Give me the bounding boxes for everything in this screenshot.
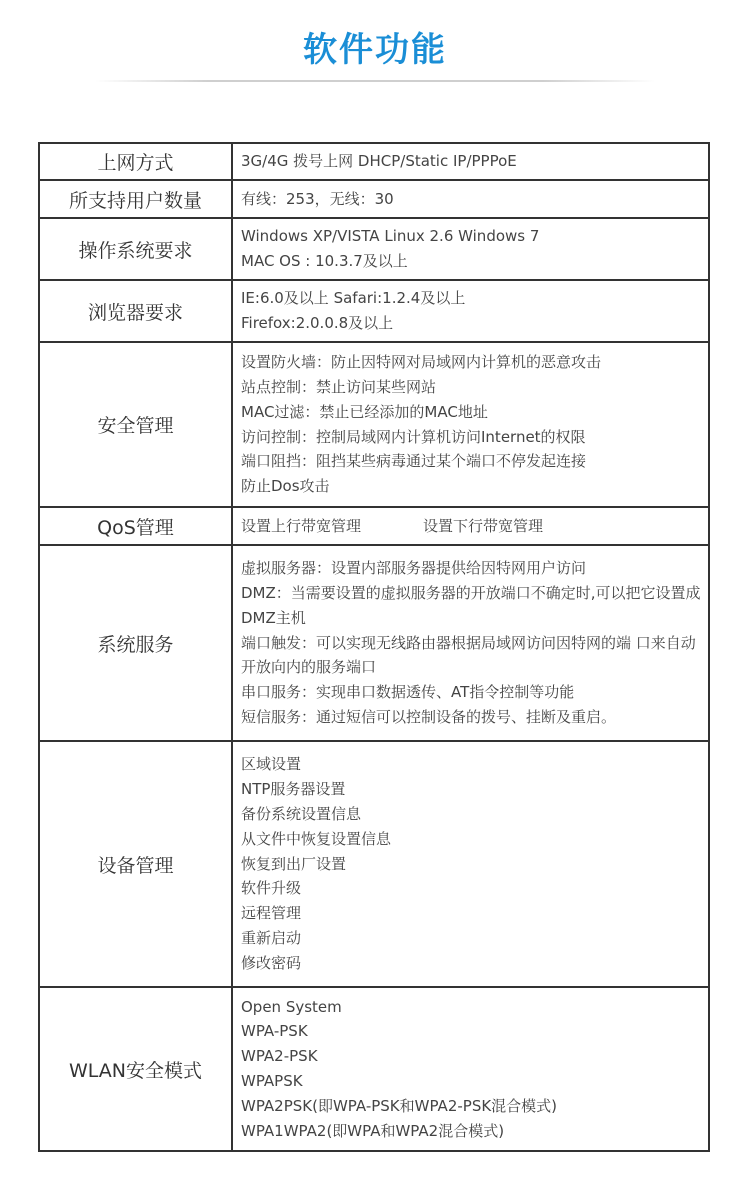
- value-line: MAC OS : 10.3.7及以上: [241, 252, 408, 270]
- row-label: 安全管理: [39, 342, 232, 507]
- row-value: [232, 545, 709, 741]
- value-line: 3G/4G 拨号上网 DHCP/Static IP/PPPoE: [241, 152, 517, 171]
- value-line: 远程管理: [241, 904, 302, 923]
- value-line: 端口触发：可以实现无线路由器根据局域网访问因特网的端 口来自动开放向内的服务端口: [241, 633, 696, 677]
- table-row: [39, 507, 709, 545]
- value-line: 访问控制：控制局域网内计算机访问Internet的权限: [241, 427, 586, 446]
- spec-table: [38, 142, 710, 1152]
- table-row: [39, 280, 709, 342]
- value-line: Firefox:2.0.0.8及以上: [241, 314, 394, 332]
- value-line: 软件升级: [241, 879, 302, 898]
- value-line: 虚拟服务器：设置内部服务器提供给因特网用户访问: [241, 559, 587, 578]
- value-line: MAC过滤：禁止已经添加的MAC地址: [241, 402, 488, 421]
- row-label: WLAN安全模式: [39, 987, 232, 1151]
- row-label: 设备管理: [39, 741, 232, 987]
- value-line: IE:6.0及以上 Safari:1.2.4及以上: [241, 289, 466, 308]
- page-title: 软件功能: [303, 30, 447, 70]
- value-line: Open System: [241, 997, 342, 1016]
- value-line: WPAPSK: [241, 1072, 303, 1090]
- value-line: 站点控制：禁止访问某些网站: [241, 377, 437, 396]
- row-value: [232, 741, 709, 987]
- title-divider: [95, 80, 655, 82]
- value-line: 串口服务：实现串口数据透传、AT指令控制等功能: [241, 683, 575, 702]
- row-value: [232, 987, 709, 1151]
- table-row: [39, 987, 709, 1151]
- row-label: QoS管理: [39, 507, 232, 545]
- value-line: WPA2PSK(即WPA-PSK和WPA2-PSK混合模式): [241, 1096, 558, 1115]
- qos-item-upload: 设置上行带宽管理: [241, 516, 362, 535]
- value-line: DMZ：当需要设置的虚拟服务器的开放端口不确定时,可以把它设置成DMZ主机: [241, 584, 701, 627]
- value-line: 设置防火墙：防止因特网对局域网内计算机的恶意攻击: [241, 353, 602, 372]
- value-line: 恢复到出厂设置: [241, 854, 347, 873]
- row-label: 操作系统要求: [39, 218, 232, 280]
- row-value: [232, 218, 709, 280]
- qos-item-download: 设置下行带宽管理: [423, 516, 544, 535]
- table-row: [39, 143, 709, 180]
- value-line: NTP服务器设置: [241, 780, 346, 799]
- row-label: 浏览器要求: [39, 280, 232, 342]
- row-label: 系统服务: [39, 545, 232, 741]
- table-row: [39, 342, 709, 507]
- table-row: [39, 180, 709, 218]
- value-line: 重新启动: [241, 928, 302, 947]
- value-line: 修改密码: [241, 953, 302, 972]
- row-label: 上网方式: [39, 143, 232, 180]
- value-line: 区域设置: [241, 755, 302, 774]
- value-line: Windows XP/VISTA Linux 2.6 Windows 7: [241, 227, 540, 246]
- value-line: WPA-PSK: [241, 1022, 308, 1041]
- value-line: WPA1WPA2(即WPA和WPA2混合模式): [241, 1121, 505, 1140]
- row-value: [232, 180, 709, 218]
- value-line: 备份系统设置信息: [241, 805, 362, 823]
- value-line: 短信服务：通过短信可以控制设备的拨号、挂断及重启。: [241, 707, 617, 726]
- table-row: [39, 218, 709, 280]
- value-line: 从文件中恢复设置信息: [241, 829, 392, 848]
- table-row: [39, 741, 709, 987]
- row-value: [232, 280, 709, 342]
- row-value: [232, 507, 709, 545]
- table-row: [39, 545, 709, 741]
- value-line: 端口阻挡：阻挡某些病毒通过某个端口不停发起连接: [241, 452, 587, 471]
- row-value: [232, 342, 709, 507]
- value-line: 防止Dos攻击: [241, 477, 330, 496]
- value-line: WPA2-PSK: [241, 1047, 318, 1066]
- row-value: [232, 143, 709, 180]
- row-label: 所支持用户数量: [39, 180, 232, 218]
- value-line: 有线：253，无线：30: [241, 189, 394, 208]
